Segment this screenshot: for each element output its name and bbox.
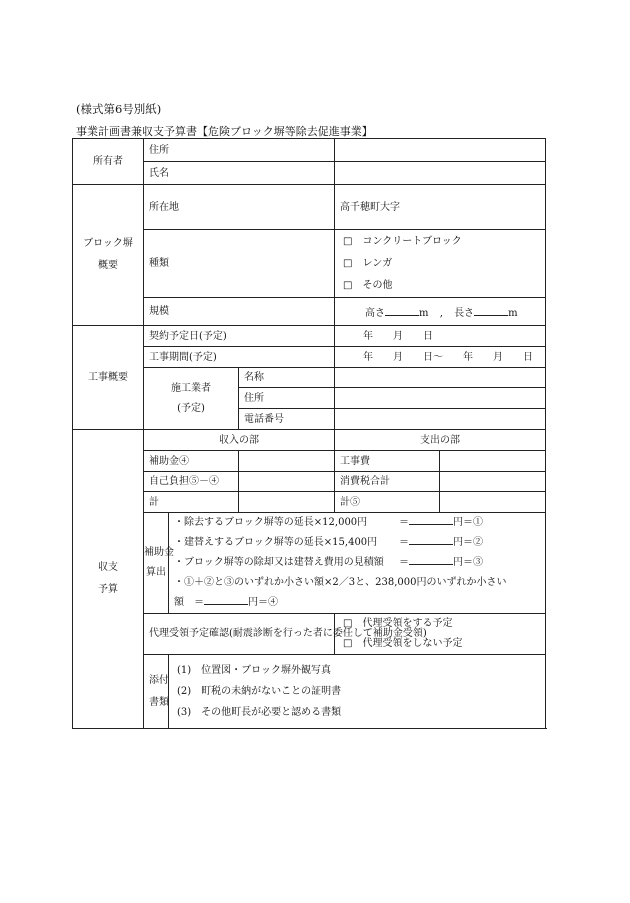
proxy-no-option[interactable]: □ 代理受領をしない予定 [343,638,463,649]
contractor-name-input[interactable] [335,368,546,388]
contractor-phone-input[interactable] [335,409,546,430]
wall-location-label: 所在地 [144,185,335,230]
expense-construction-input[interactable] [440,451,546,472]
contractor-phone-label: 電話番号 [239,409,335,430]
expense-total-input[interactable] [440,492,546,513]
work-category: 工事概要 [73,326,144,430]
subsidy-formulas [169,513,546,614]
checkbox-icon: □ [343,279,353,291]
expense-tax-input[interactable] [440,472,546,492]
wall-type-option-concrete[interactable]: □ コンクリートブロック [343,235,462,247]
attachments-row [73,655,546,729]
formula-2: ・建替えするブロック塀等の延長×15,400円 ＝ 円＝② [174,533,540,553]
budget-category: 収支 予算 [73,430,144,729]
form-number: (様式第6号別紙) [76,102,162,116]
owner-address-label: 住所 [144,139,335,162]
contractor-name-label: 名称 [239,368,335,388]
work-period-label: 工事期間(予定) [144,347,335,368]
wall-scale-row [73,298,546,326]
work-period-value[interactable]: 年 月 日～ 年 月 日 [335,347,546,368]
length-unit: m [508,307,518,319]
owner-name-label: 氏名 [144,162,335,185]
wall-type-option-other[interactable]: □ その他 [343,279,393,291]
height-label: 高さ [365,307,386,319]
wall-type-option-brick[interactable]: □ レンガ [343,257,393,269]
subsidy-calc-label: 補助金 算出 [144,513,169,614]
wall-scale-value [335,298,546,326]
owner-name-row [73,162,546,185]
formula-3-blank[interactable] [409,553,453,565]
owner-address-input[interactable] [335,139,546,162]
wall-category-line2: 概要 [98,260,118,271]
owner-category: 所有者 [73,139,144,185]
proxy-receipt-row [73,614,546,655]
checkbox-icon: □ [343,638,353,649]
expense-construction-label: 工事費 [335,451,440,472]
income-subsidy-label: 補助金④ [144,451,239,472]
owner-address-row [73,139,546,162]
income-self-label: 自己負担⑤－④ [144,472,239,492]
owner-name-input[interactable] [335,162,546,185]
length-blank[interactable] [474,304,508,316]
height-blank[interactable] [385,304,419,316]
wall-type-label: 種類 [144,230,335,298]
formula-1-blank[interactable] [409,513,453,525]
income-subsidy-input[interactable] [239,451,335,472]
formula-4-blank[interactable] [204,593,248,605]
expense-total-label: 計⑤ [335,492,440,513]
plan-budget-table [72,138,546,729]
formula-3: ・ブロック塀等の除却又は建替え費用の見積額 ＝ 円＝③ [174,553,540,573]
budget-header-row [73,430,546,451]
formula-2-blank[interactable] [409,533,453,545]
wall-scale-label: 規模 [144,298,335,326]
formula-4-line2: 額 ＝ 円＝④ [174,593,540,613]
income-total-input[interactable] [239,492,335,513]
contractor-address-label: 住所 [239,388,335,409]
attachments-category: 添付 書類 [144,655,169,729]
expense-tax-label: 消費税合計 [335,472,440,492]
income-self-input[interactable] [239,472,335,492]
attachment-item: (1) 位置図・ブロック塀外観写真 [177,665,331,676]
wall-category-line1: ブロック塀 [83,238,133,249]
wall-category [73,185,144,326]
income-header: 収入の部 [144,430,335,451]
contractor-label: 施工業者 (予定) [144,368,239,430]
attachments-list [169,655,546,729]
checkbox-icon: □ [343,235,353,247]
contract-date-label: 契約予定日(予定) [144,326,335,347]
proxy-receipt-options [335,614,546,655]
work-period-row [73,347,546,368]
document-title: 事業計画書兼収支予算書【危険ブロック塀等除去促進事業】 [76,125,373,138]
wall-location-row [73,185,546,230]
income-total-label: 計 [144,492,239,513]
subsidy-calculation-row [73,513,546,614]
proxy-receipt-label: 代理受領予定確認(耐震診断を行った者に委任して補助金受領) [144,614,335,655]
checkbox-icon: □ [343,618,353,629]
wall-location-input[interactable] [335,185,546,230]
checkbox-icon: □ [343,257,353,269]
work-contract-row [73,326,546,347]
budget-row [73,492,546,513]
contractor-name-row [73,368,546,388]
wall-location-value: 高千穂町大字 [340,201,401,213]
wall-type-options [335,230,546,298]
contractor-address-input[interactable] [335,388,546,409]
wall-type-row [73,230,546,298]
budget-row [73,451,546,472]
contract-date-value[interactable]: 年 月 日 [335,326,546,347]
length-label: 長さ [454,307,475,319]
formula-1: ・除去するブロック塀等の延長×12,000円 ＝ 円＝① [174,513,540,533]
proxy-yes-option[interactable]: □ 代理受領をする予定 [343,618,453,629]
attachment-item: (3) その他町長が必要と認める書類 [177,707,342,718]
scale-separator: , [439,307,443,319]
expense-header: 支出の部 [335,430,546,451]
budget-row [73,472,546,492]
height-unit: m [419,307,429,319]
attachment-item: (2) 町税の未納がないことの証明書 [177,686,342,697]
formula-4: ・①＋②と③のいずれか小さい額×2／3と、238,000円のいずれか小さい [174,577,507,588]
